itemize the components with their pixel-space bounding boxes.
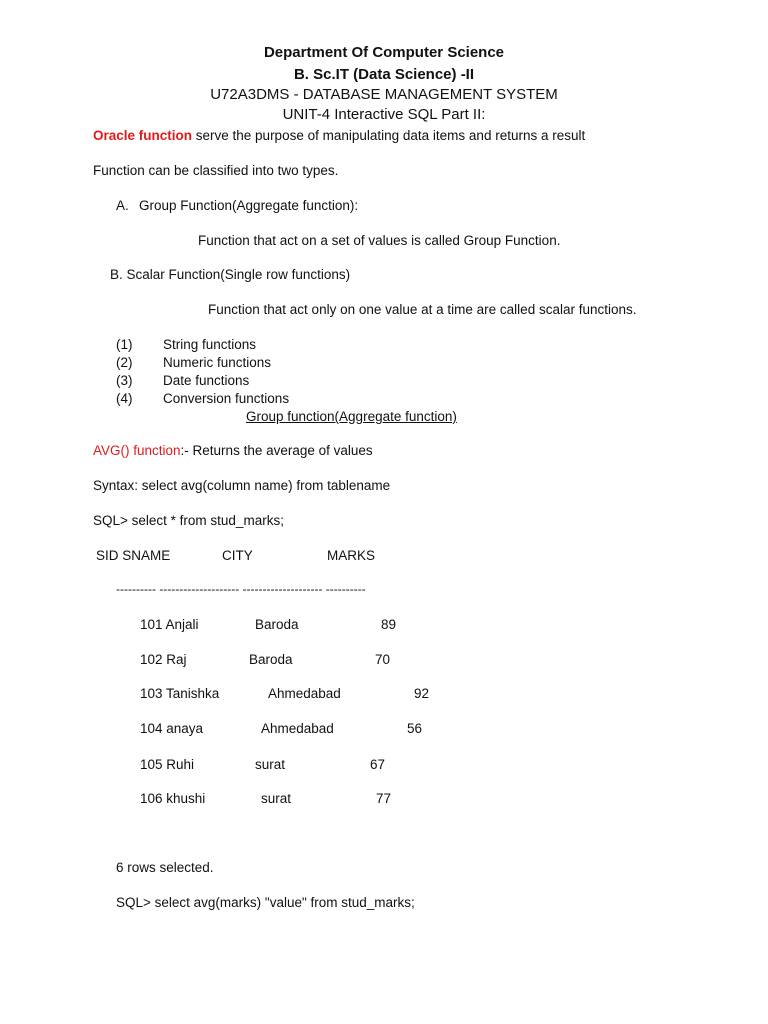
table-header-sid-sname: SID SNAME xyxy=(96,548,171,563)
table-cell-city: surat xyxy=(261,791,292,806)
table-cell-city: Ahmedabad xyxy=(261,721,334,736)
table-cell-marks: 89 xyxy=(381,617,397,632)
syntax-line: Syntax: select avg(column name) from tablename xyxy=(93,478,391,493)
type-b-description: Function that act only on one value at a time are called scalar functions. xyxy=(208,302,637,317)
list-item: Conversion functions xyxy=(163,391,290,406)
classified-line: Function can be classified into two types. xyxy=(93,163,339,178)
list-item-number: (3) xyxy=(116,373,133,388)
department-title: Department Of Computer Science xyxy=(263,44,505,61)
intro-paragraph xyxy=(93,128,585,143)
table-header-city: CITY xyxy=(222,548,253,563)
table-cell-sid-name: 104 anaya xyxy=(140,721,204,736)
type-b-title: B. Scalar Function(Single row functions) xyxy=(110,267,351,282)
avg-function-term: AVG() function xyxy=(93,443,181,458)
sql-query-select-all: SQL> select * from stud_marks; xyxy=(93,513,284,528)
table-cell-sid-name: 106 khushi xyxy=(140,791,206,806)
table-cell-sid-name: 101 Anjali xyxy=(140,617,199,632)
table-cell-city: Baroda xyxy=(255,617,299,632)
unit-title: UNIT-4 Interactive SQL Part II: xyxy=(282,106,486,123)
type-a-title: Group Function(Aggregate function): xyxy=(139,198,359,213)
table-cell-marks: 70 xyxy=(375,652,391,667)
subject-title: U72A3DMS - DATABASE MANAGEMENT SYSTEM xyxy=(210,86,558,103)
type-a-description: Function that act on a set of values is called Group Function. xyxy=(198,233,561,248)
avg-function-rest: :- Returns the average of values xyxy=(180,443,373,458)
table-cell-marks: 92 xyxy=(414,686,430,701)
list-item-number: (4) xyxy=(116,391,133,406)
table-cell-sid-name: 105 Ruhi xyxy=(140,757,195,772)
list-item: Date functions xyxy=(163,373,250,388)
avg-function-line xyxy=(93,443,373,458)
table-cell-marks: 67 xyxy=(370,757,386,772)
table-cell-marks: 77 xyxy=(376,791,392,806)
table-cell-city: surat xyxy=(255,757,286,772)
table-separator: ---------- -------------------- -------------------- ---------- xyxy=(116,582,366,596)
intro-rest: serve the purpose of manipulating data items and returns a result xyxy=(192,128,586,143)
table-cell-marks: 56 xyxy=(407,721,423,736)
list-item: Numeric functions xyxy=(163,355,272,370)
section-heading: Group function(Aggregate function) xyxy=(246,409,457,424)
type-a-label: A. xyxy=(116,198,129,213)
table-cell-city: Ahmedabad xyxy=(268,686,341,701)
list-item: String functions xyxy=(163,337,257,352)
oracle-function-term: Oracle function xyxy=(93,128,193,143)
rows-selected-message: 6 rows selected. xyxy=(116,860,214,875)
table-cell-sid-name: 103 Tanishka xyxy=(140,686,220,701)
list-item-number: (1) xyxy=(116,337,133,352)
table-cell-city: Baroda xyxy=(249,652,293,667)
table-header-marks: MARKS xyxy=(327,548,376,563)
list-item-number: (2) xyxy=(116,355,133,370)
table-cell-sid-name: 102 Raj xyxy=(140,652,187,667)
course-title: B. Sc.IT (Data Science) -II xyxy=(293,66,475,83)
sql-query-avg: SQL> select avg(marks) "value" from stud_marks; xyxy=(116,895,415,910)
